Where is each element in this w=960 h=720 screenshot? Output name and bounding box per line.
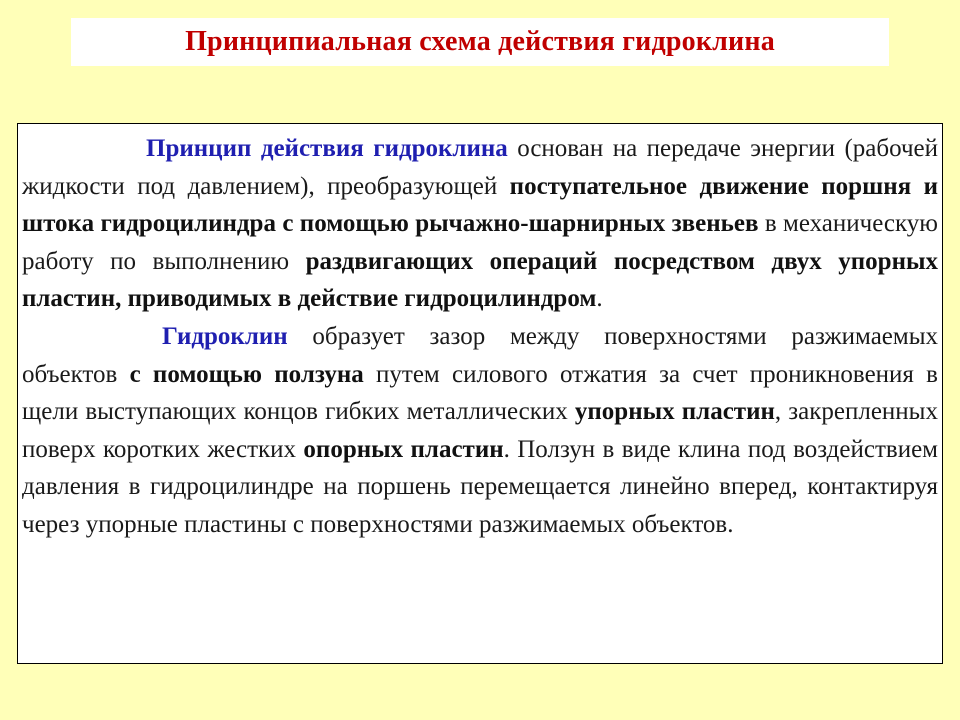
text-segment: образует зазор между поверхностями разжимаемых объектов xyxy=(22,322,938,388)
bold-segment: с помощью ползуна xyxy=(129,360,364,388)
paragraph-principle xyxy=(22,130,938,318)
bold-segment: раздвигающих операций посредством двух упорных пластин, приводимых в действие гидроцилиндром xyxy=(22,247,938,313)
text-segment: , закрепленных поверх коротких жестких xyxy=(22,398,938,463)
bold-segment: поступательное движение поршня и штока гидроцилиндра с помощью рычажно-шарнирных звеньев xyxy=(22,172,938,238)
term-hydrowedge: Гидроклин xyxy=(162,322,288,350)
text-segment: . xyxy=(596,285,603,313)
title-box xyxy=(71,18,889,66)
text-segment: в механическую работу по выполнению xyxy=(22,210,938,275)
bold-segment: опорных пластин xyxy=(303,435,504,463)
slide-title: Принципиальная схема действия гидроклина xyxy=(185,26,775,57)
text-segment: путем силового отжатия за счет проникновения в щели выступающих концов гибких металлических xyxy=(22,360,938,426)
bold-segment: упорных пластин xyxy=(574,398,775,426)
text-segment: основан на передаче энергии (рабочей жидкости под давлением), преобразующей xyxy=(22,135,938,200)
term-principle: Принцип действия гидроклина xyxy=(146,135,508,162)
text-box xyxy=(17,123,943,664)
text-segment: . Ползун в виде клина под воздействием давления в гидроцилиндре на поршень перемещается линейно вперед, контактируя через упорные пластины с поверхностями разжимаемых объектов. xyxy=(22,435,938,538)
paragraph-hydrowedge xyxy=(22,318,938,544)
